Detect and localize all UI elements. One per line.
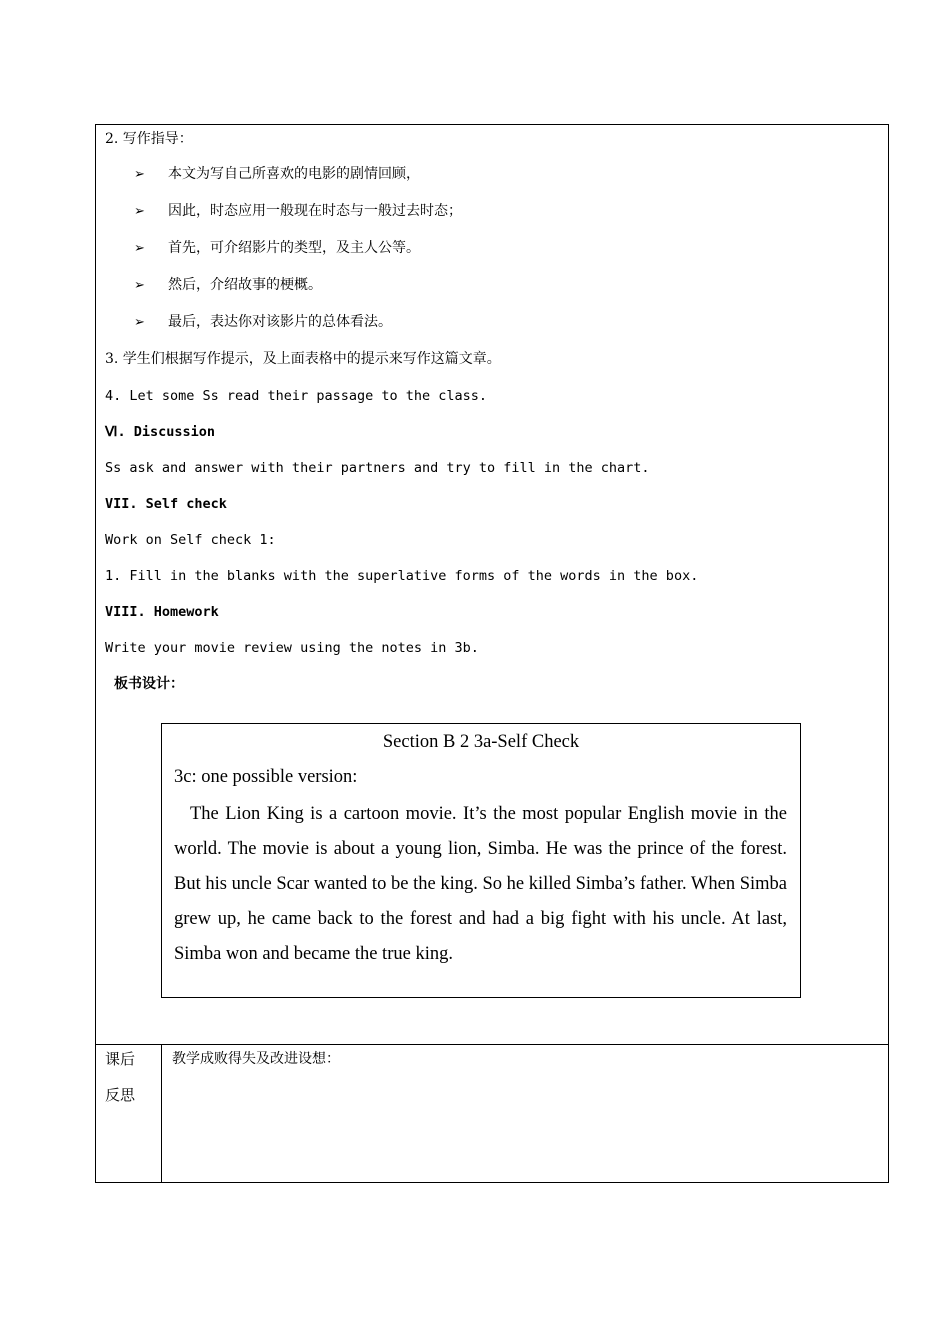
reflection-prompt: 教学成败得失及改进设想：: [172, 1051, 340, 1067]
guide-bullet-3: ➢ 首先，可介绍影片的类型，及主人公等。: [134, 238, 420, 259]
board-design-label: 板书设计：: [114, 676, 184, 692]
self-check-line-1: Work on Self check 1:: [105, 532, 276, 548]
step-4-reading: 4. Let some Ss read their passage to the class.: [105, 388, 488, 404]
guide-bullet-5: ➢ 最后，表达你对该影片的总体看法。: [134, 312, 392, 333]
step-3-writing: 3. 学生们根据写作提示，及上面表格中的提示来写作这篇文章。: [105, 351, 501, 367]
guide-bullet-2: ➢ 因此，时态应用一般现在时态与一般过去时态；: [134, 201, 462, 222]
homework-heading: VIII. Homework: [105, 604, 219, 620]
reflection-label-line-2: 反思: [105, 1086, 136, 1104]
step-2-writing-guide: 2. 写作指导：: [105, 131, 193, 147]
board-subtitle: 3c: one possible version:: [174, 767, 358, 787]
arrow-bullet-icon: ➢: [134, 241, 145, 256]
board-design-box: [161, 723, 801, 998]
self-check-line-2: 1. Fill in the blanks with the superlative forms of the words in the box.: [105, 568, 699, 584]
lesson-plan-table: [95, 124, 889, 1183]
arrow-bullet-icon: ➢: [134, 278, 145, 293]
guide-bullet-1: ➢ 本文为写自己所喜欢的电影的剧情回顾，: [134, 164, 420, 185]
reflection-content-cell: [162, 1045, 888, 1182]
reflection-label-line-1: 课后: [105, 1050, 136, 1068]
board-title: Section B 2 3a-Self Check: [382, 732, 580, 752]
board-sample-paragraph: The Lion King is a cartoon movie. It’s the most popular English movie in the world. The movie is about a young lion, Simba. He was the prince of the forest. But his uncle Scar wanted to be the king. So he killed Simba’s father. When Simba grew up, he came back to the forest and had a big fight with his uncle. At last, Simba won and became the true king.: [174, 804, 787, 964]
self-check-heading: VII. Self check: [105, 496, 227, 512]
arrow-bullet-icon: ➢: [134, 204, 145, 219]
lesson-content-cell: [96, 125, 888, 1045]
homework-text: Write your movie review using the notes in 3b.: [105, 640, 479, 656]
arrow-bullet-icon: ➢: [134, 167, 145, 182]
guide-bullet-4: ➢ 然后，介绍故事的梗概。: [134, 275, 322, 296]
discussion-text: Ss ask and answer with their partners and try to fill in the chart.: [105, 460, 650, 476]
discussion-heading: Ⅵ. Discussion: [105, 424, 215, 440]
reflection-label-cell: [96, 1045, 162, 1182]
arrow-bullet-icon: ➢: [134, 315, 145, 330]
